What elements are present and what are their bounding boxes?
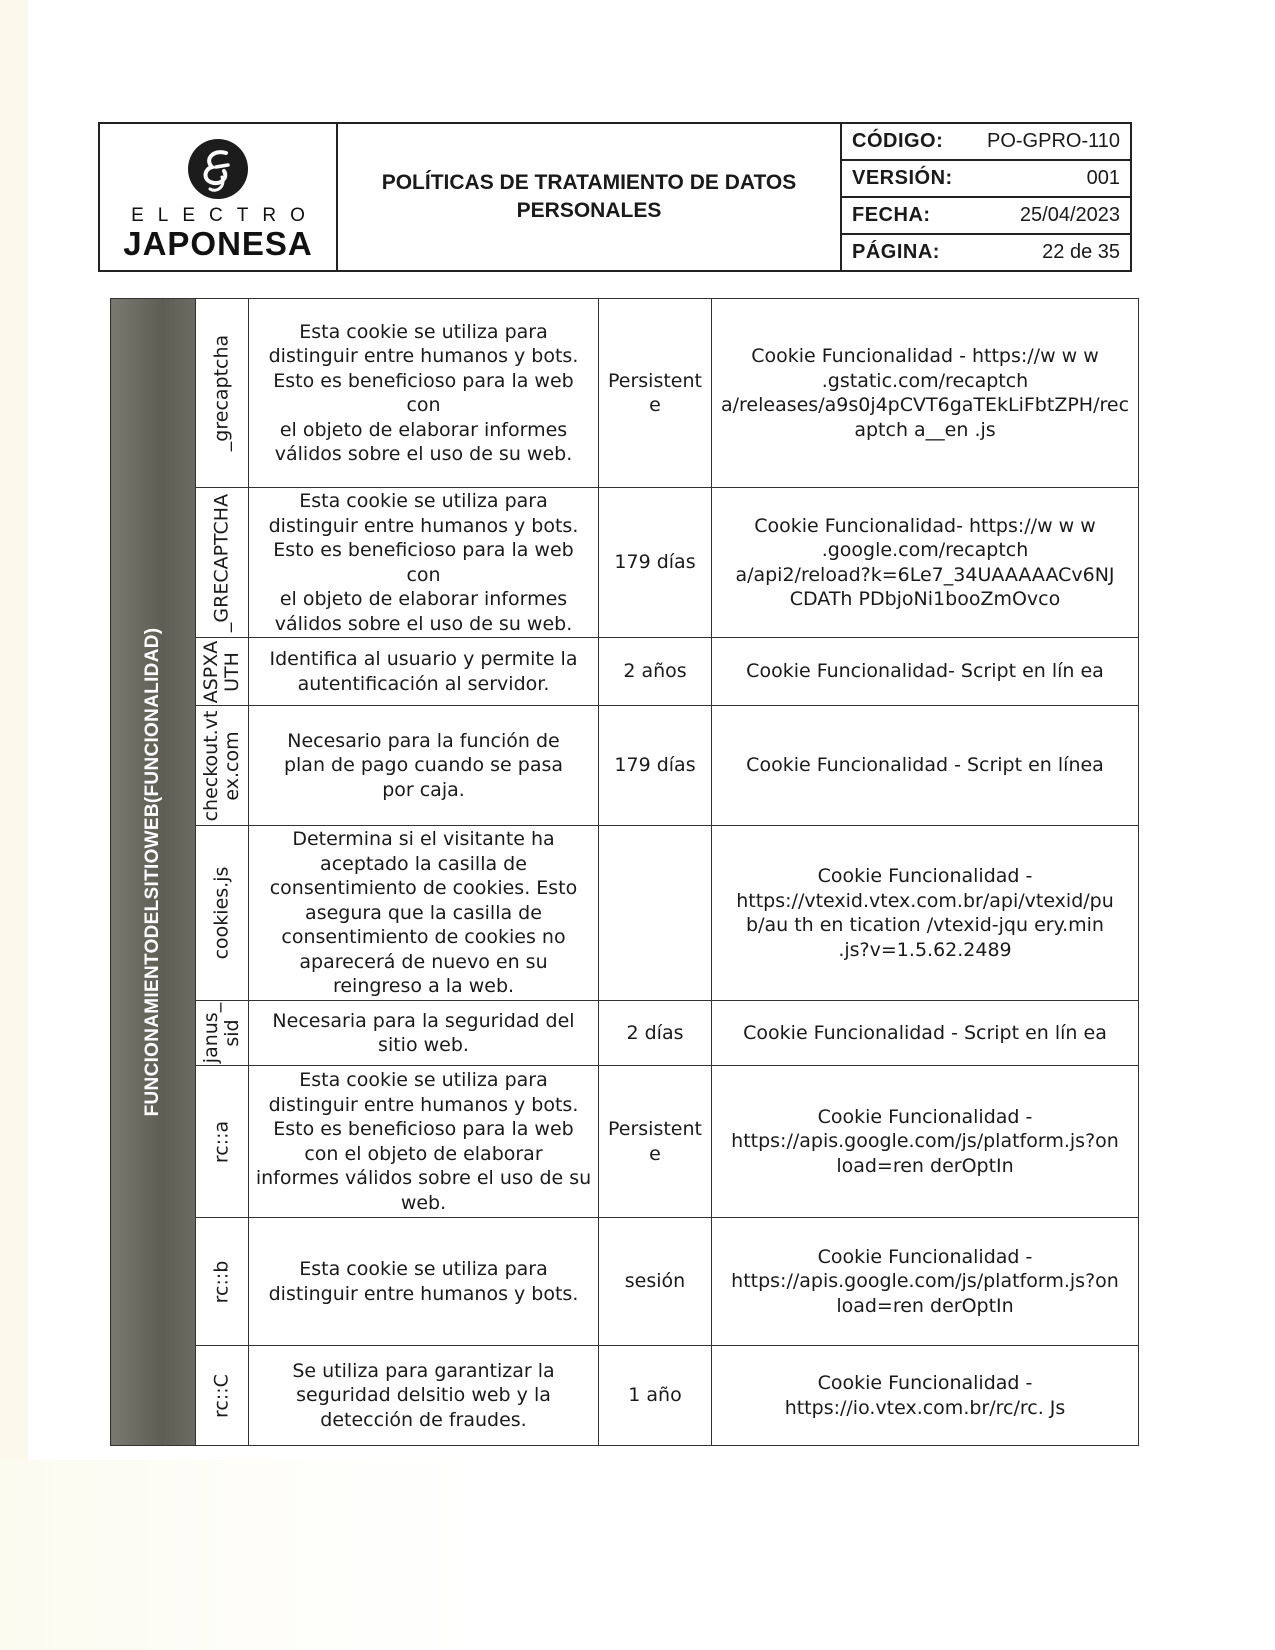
cookie-description: Necesario para la función de plan de pago cuando se pasa por caja. bbox=[249, 706, 599, 826]
cookie-description: Esta cookie se utiliza para distinguir entre humanos y bots. Esto es beneficioso para la web con el objeto de elaborar informes válidos sobre el uso de su web. bbox=[249, 1066, 599, 1218]
cookie-name-cell bbox=[196, 1218, 249, 1346]
meta-value: 25/04/2023 bbox=[1019, 204, 1120, 226]
meta-label: CÓDIGO: bbox=[852, 130, 944, 152]
scan-edge bbox=[0, 0, 28, 1650]
meta-label: PÁGINA: bbox=[852, 241, 940, 263]
cookie-name: _GRECAPTCHA bbox=[210, 493, 233, 632]
cookie-source: Cookie Funcionalidad - https://w w w .gstatic.com/recaptch a/releases/a9s0j4pCVT6gaTEkLiFbtZPH/rec aptch a__en .js bbox=[712, 299, 1139, 488]
cookie-description: Esta cookie se utiliza para distinguir entre humanos y bots. bbox=[249, 1218, 599, 1346]
cookie-name: rc::C bbox=[210, 1373, 233, 1418]
cookie-name: rc::a bbox=[210, 1120, 233, 1163]
cookie-name-cell bbox=[196, 638, 249, 706]
cookie-source: Cookie Funcionalidad - Script en línea bbox=[712, 706, 1139, 826]
cookie-duration: Persistent e bbox=[599, 1066, 712, 1218]
cookie-duration: 2 años bbox=[599, 638, 712, 706]
cookie-name: checkout.vt ex.com bbox=[200, 710, 243, 821]
cookie-duration bbox=[599, 826, 712, 1001]
cookie-source: Cookie Funcionalidad - https://apis.google.com/js/platform.js?on load=ren derOptIn bbox=[712, 1218, 1139, 1346]
table-row bbox=[111, 1066, 1139, 1218]
company-logo bbox=[100, 124, 338, 270]
cookie-duration: sesión bbox=[599, 1218, 712, 1346]
cookie-duration: 2 días bbox=[599, 1001, 712, 1066]
meta-value: 001 bbox=[1086, 167, 1120, 189]
table-row bbox=[111, 299, 1139, 488]
document-title: POLÍTICAS DE TRATAMIENTO DE DATOS PERSONALES bbox=[338, 124, 842, 270]
meta-row-pagina bbox=[842, 235, 1130, 270]
cookie-source: Cookie Funcionalidad- Script en lín ea bbox=[712, 638, 1139, 706]
logo-text-japonesa: JAPONESA bbox=[123, 225, 313, 262]
cookie-description: Se utiliza para garantizar la seguridad delsitio web y la detección de fraudes. bbox=[249, 1346, 599, 1446]
cookie-description: Determina si el visitante ha aceptado la casilla de consentimiento de cookies. Esto asegura que la casilla de consentimiento de cookies no aparecerá de nuevo en su reingreso a la web. bbox=[249, 826, 599, 1001]
cookie-name: janus_ sid bbox=[200, 1002, 243, 1064]
meta-label: FECHA: bbox=[852, 204, 931, 226]
cookie-name: _grecaptcha bbox=[210, 334, 233, 452]
scan-tint bbox=[0, 1460, 480, 1650]
cookie-source: Cookie Funcionalidad - https://apis.google.com/js/platform.js?on load=ren derOptIn bbox=[712, 1066, 1139, 1218]
meta-value: 22 de 35 bbox=[1042, 241, 1120, 263]
meta-row-fecha bbox=[842, 198, 1130, 235]
cookie-name-cell bbox=[196, 826, 249, 1001]
cookie-description: Necesaria para la seguridad del sitio web. bbox=[249, 1001, 599, 1066]
table-row bbox=[111, 488, 1139, 638]
cookie-description: Esta cookie se utiliza para distinguir entre humanos y bots. Esto es beneficioso para la web con el objeto de elaborar informes válidos sobre el uso de su web. bbox=[249, 488, 599, 638]
logo-emblem-icon bbox=[186, 137, 250, 201]
table-row bbox=[111, 826, 1139, 1001]
cookie-name-cell bbox=[196, 1346, 249, 1446]
table-row bbox=[111, 1346, 1139, 1446]
cookie-source: Cookie Funcionalidad - https://vtexid.vtex.com.br/api/vtexid/pu b/au th en tication /vtexid-jqu ery.min .js?v=1.5.62.2489 bbox=[712, 826, 1139, 1001]
meta-row-codigo bbox=[842, 124, 1130, 161]
cookie-duration: 179 días bbox=[599, 488, 712, 638]
cookie-description: Esta cookie se utiliza para distinguir entre humanos y bots. Esto es beneficioso para la web con el objeto de elaborar informes válidos sobre el uso de su web. bbox=[249, 299, 599, 488]
table-row bbox=[111, 638, 1139, 706]
cookie-source: Cookie Funcionalidad- https://w w w .google.com/recaptch a/api2/reload?k=6Le7_34UAAAAACv6NJ CDATh PDbjoNi1booZmOvco bbox=[712, 488, 1139, 638]
cookie-table bbox=[110, 298, 1139, 1446]
meta-label: VERSIÓN: bbox=[852, 167, 953, 189]
cookie-name-cell bbox=[196, 299, 249, 488]
table-row bbox=[111, 1218, 1139, 1346]
cookie-name-cell bbox=[196, 1066, 249, 1218]
cookie-name-cell bbox=[196, 488, 249, 638]
cookie-name-cell bbox=[196, 706, 249, 826]
table-row bbox=[111, 1001, 1139, 1066]
cookie-name: ASPXA UTH bbox=[200, 640, 243, 703]
cookie-duration: Persistent e bbox=[599, 299, 712, 488]
document-header bbox=[98, 122, 1132, 272]
cookie-description: Identifica al usuario y permite la autentificación al servidor. bbox=[249, 638, 599, 706]
cookie-duration: 1 año bbox=[599, 1346, 712, 1446]
meta-row-version bbox=[842, 161, 1130, 198]
cookie-name-cell bbox=[196, 1001, 249, 1066]
meta-value: PO-GPRO-110 bbox=[987, 130, 1120, 152]
cookie-duration: 179 días bbox=[599, 706, 712, 826]
category-label: FUNCIONAMIENTODELSITIOWEB(FUNCIONALIDAD) bbox=[142, 627, 163, 1117]
logo-text-electro: ELECTRO bbox=[131, 205, 319, 226]
cookie-source: Cookie Funcionalidad - Script en lín ea bbox=[712, 1001, 1139, 1066]
document-meta bbox=[842, 124, 1130, 270]
cookie-name: cookies.js bbox=[210, 866, 233, 960]
category-cell bbox=[111, 299, 196, 1446]
cookie-source: Cookie Funcionalidad - https://io.vtex.com.br/rc/rc. Js bbox=[712, 1346, 1139, 1446]
table-row bbox=[111, 706, 1139, 826]
cookie-name: rc::b bbox=[210, 1260, 233, 1303]
